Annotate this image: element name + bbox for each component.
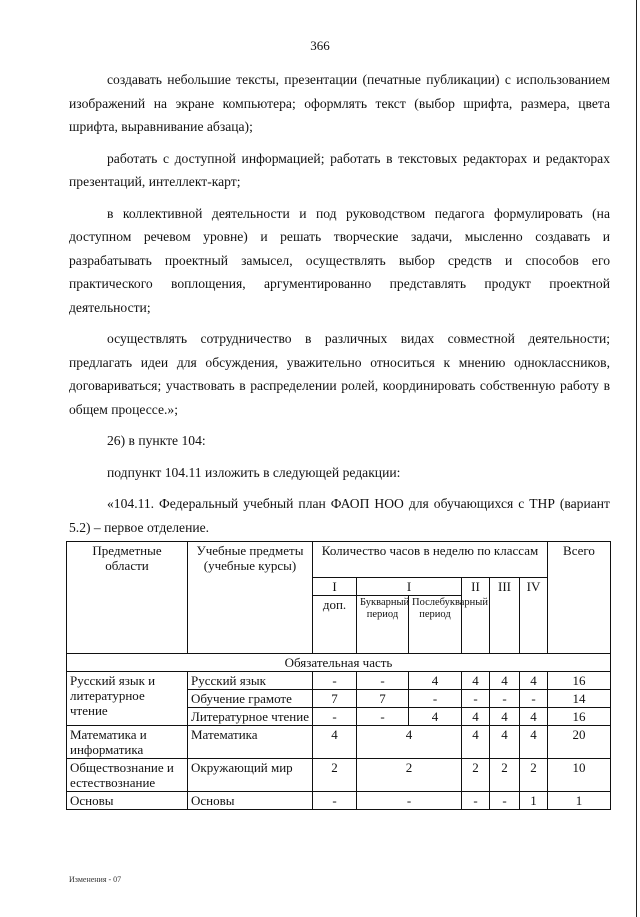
cell-value: - — [462, 690, 490, 708]
cell-total: 16 — [548, 672, 611, 690]
paragraph-3: в коллективной деятельности и под руководством педагога формулировать (на доступном речевом уровне) и решать творческие задачи, мысленно создавать и разрабатывать проектный замысел, осуществлять выбор средств и способов его практического воплощения, аргументированно представлять продукт проектной деятельности; — [69, 205, 610, 315]
area-social-science: Обществознание и естествознание — [67, 759, 188, 792]
header-posle-bukvar: Послебукварный период — [409, 596, 462, 654]
cell-value: - — [357, 792, 462, 810]
paragraph-2: работать с доступной информацией; работать в текстовых редакторах и редакторах презентаций, интеллект-карт; — [69, 150, 610, 189]
header-hours: Количество часов в неделю по классам — [313, 542, 548, 578]
header-class-1: I — [357, 578, 462, 596]
cell-value: - — [520, 690, 548, 708]
header-class-3: III — [490, 578, 520, 654]
cell-total: 14 — [548, 690, 611, 708]
area-russian: Русский язык и литературное чтение — [67, 672, 188, 726]
cell-value: 2 — [313, 759, 357, 792]
cell-value: 2 — [490, 759, 520, 792]
cell-value: 2 — [520, 759, 548, 792]
cell-value: 4 — [490, 672, 520, 690]
paragraph-7: «104.11. Федеральный учебный план ФАОП НОО для обучающихся с ТНР (вариант 5.2) – первое отделение. — [69, 496, 610, 535]
cell-total: 1 — [548, 792, 611, 810]
subject-russian: Русский язык — [188, 672, 313, 690]
header-dop: доп. — [313, 596, 357, 654]
cell-value: 4 — [462, 672, 490, 690]
cell-total: 20 — [548, 726, 611, 759]
header-areas: Предметные области — [67, 542, 188, 654]
cell-value: 4 — [490, 708, 520, 726]
cell-value: 4 — [490, 726, 520, 759]
cell-value: 4 — [462, 726, 490, 759]
cell-value: 7 — [313, 690, 357, 708]
cell-value: 4 — [520, 726, 548, 759]
cell-value: 4 — [357, 726, 462, 759]
header-bukvar: Букварный период — [357, 596, 409, 654]
header-subjects: Учебные предметы (учебные курсы) — [188, 542, 313, 654]
subject-basics: Основы — [188, 792, 313, 810]
cell-value: 2 — [462, 759, 490, 792]
cell-value: - — [490, 690, 520, 708]
cell-value: 4 — [409, 672, 462, 690]
cell-value: 4 — [462, 708, 490, 726]
cell-value: - — [357, 672, 409, 690]
cell-value: - — [313, 672, 357, 690]
cell-value: 7 — [357, 690, 409, 708]
cell-value: 4 — [520, 708, 548, 726]
header-class-1-dop: I — [313, 578, 357, 596]
cell-total: 10 — [548, 759, 611, 792]
header-class-2: II — [462, 578, 490, 654]
paragraph-4: осуществлять сотрудничество в различных видах совместной деятельности; предлагать идеи для обсуждения, уважительно относиться к мнению одноклассников, договариваться; участвовать в распределении ролей, координировать собственную работу в общем процессе.»; — [69, 331, 610, 417]
cell-value: - — [357, 708, 409, 726]
cell-value: 4 — [520, 672, 548, 690]
footer-note: Изменения - 07 — [69, 875, 122, 884]
cell-value: - — [462, 792, 490, 810]
cell-value: 2 — [357, 759, 462, 792]
cell-value: - — [313, 792, 357, 810]
subject-math: Математика — [188, 726, 313, 759]
header-total: Всего — [548, 542, 611, 654]
page-edge — [636, 0, 637, 917]
cell-value: - — [490, 792, 520, 810]
header-class-4: IV — [520, 578, 548, 654]
cell-value: - — [313, 708, 357, 726]
paragraph-5: 26) в пункте 104: — [107, 433, 206, 448]
paragraph-6: подпункт 104.11 изложить в следующей редакции: — [107, 464, 401, 480]
body-text — [69, 68, 610, 539]
curriculum-table — [66, 541, 611, 810]
cell-value: 4 — [409, 708, 462, 726]
area-math: Математика и информатика — [67, 726, 188, 759]
subject-literacy: Обучение грамоте — [188, 690, 313, 708]
subject-world: Окружающий мир — [188, 759, 313, 792]
area-basics: Основы — [67, 792, 188, 810]
paragraph-1: создавать небольшие тексты, презентации (печатные публикации) с использованием изображений на экране компьютера; оформлять текст (выбор шрифта, размера, цвета шрифта, выравнивание абзаца); — [69, 72, 610, 134]
cell-value: - — [409, 690, 462, 708]
subject-literary-reading: Литературное чтение — [188, 708, 313, 726]
page-number: 366 — [310, 38, 330, 53]
cell-value: 1 — [520, 792, 548, 810]
cell-value: 4 — [313, 726, 357, 759]
section-mandatory: Обязательная часть — [67, 654, 611, 672]
cell-total: 16 — [548, 708, 611, 726]
